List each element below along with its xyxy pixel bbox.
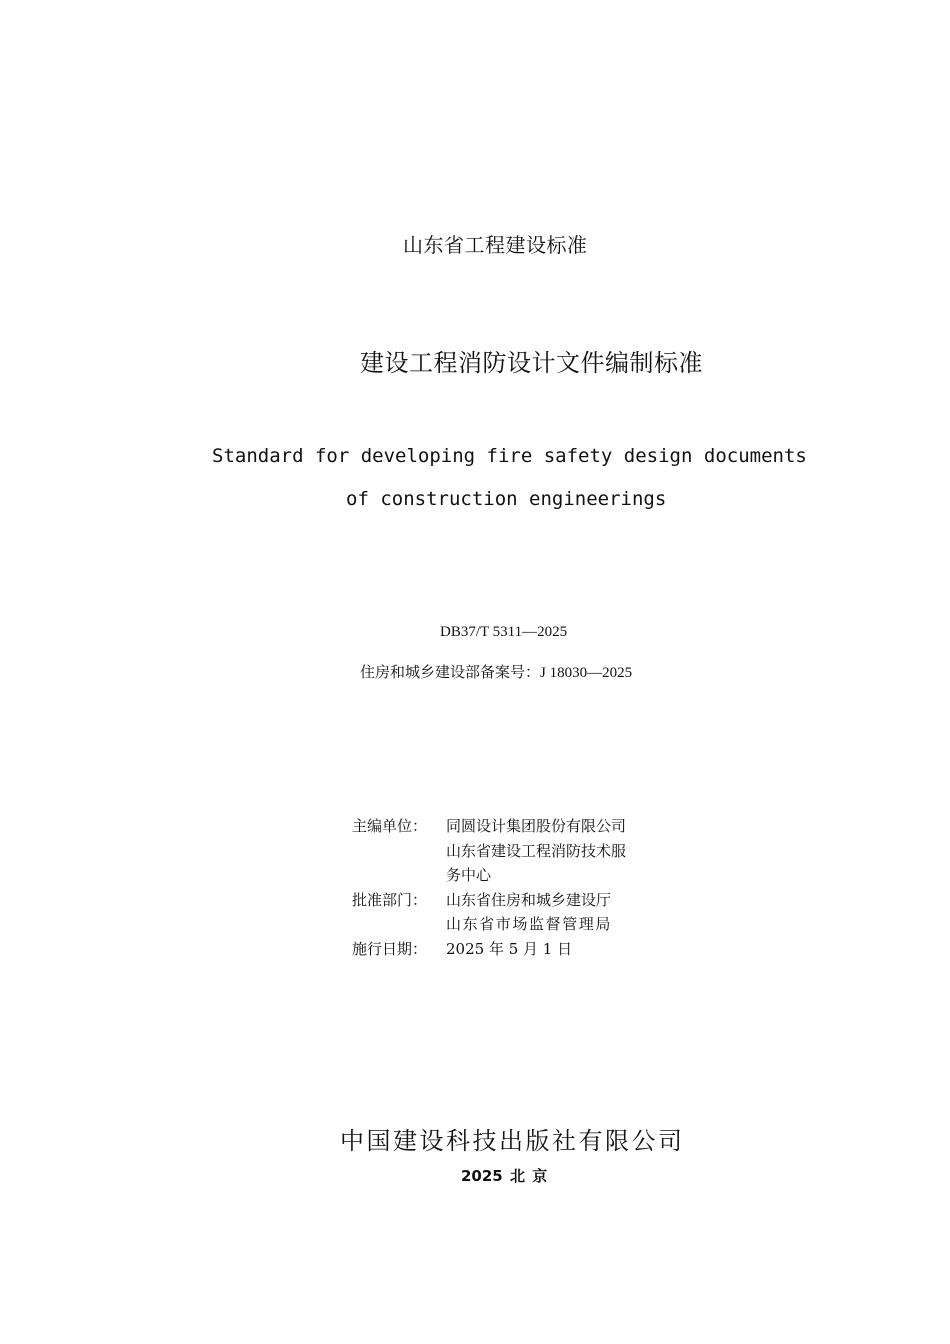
approver-row-continued [352, 912, 626, 937]
title-english-line-2: of construction engineerings [346, 488, 667, 510]
approver-label: 批准部门： [352, 890, 428, 909]
publisher-name: 中国建设科技出版社有限公司 [340, 1127, 685, 1155]
editor-row-continued [352, 839, 626, 864]
title-chinese: 建设工程消防设计文件编制标准 [360, 349, 703, 377]
editor-row [352, 814, 626, 839]
effective-date-row [352, 937, 626, 962]
record-number [360, 661, 632, 682]
editor-line-3: 务中心 [446, 866, 492, 884]
editor-row-continued [352, 863, 626, 888]
editor-line-2: 山东省建设工程消防技术服 [446, 841, 627, 860]
record-number-label: 住房和城乡建设部备案号： [360, 663, 541, 681]
record-number-value: J 18030—2025 [540, 665, 633, 681]
info-block [352, 814, 626, 961]
series-label: 山东省工程建设标准 [403, 233, 588, 257]
title-english-line-1: Standard for developing fire safety design documents [212, 445, 807, 467]
approver-row [352, 888, 626, 913]
editor-label: 主编单位： [352, 817, 428, 835]
publication-place-year: 2025 北 京 [461, 1167, 548, 1185]
effective-date: 2025 年 5 月 1 日 [446, 939, 573, 958]
approver-line-1: 山东省住房和城乡建设厅 [446, 890, 612, 909]
editor-line-1: 同圆设计集团股份有限公司 [446, 817, 627, 835]
effective-date-label: 施行日期： [352, 939, 428, 958]
standard-number: DB37/T 5311—2025 [440, 624, 568, 640]
approver-line-2: 山东省市场监督管理局 [446, 915, 613, 933]
